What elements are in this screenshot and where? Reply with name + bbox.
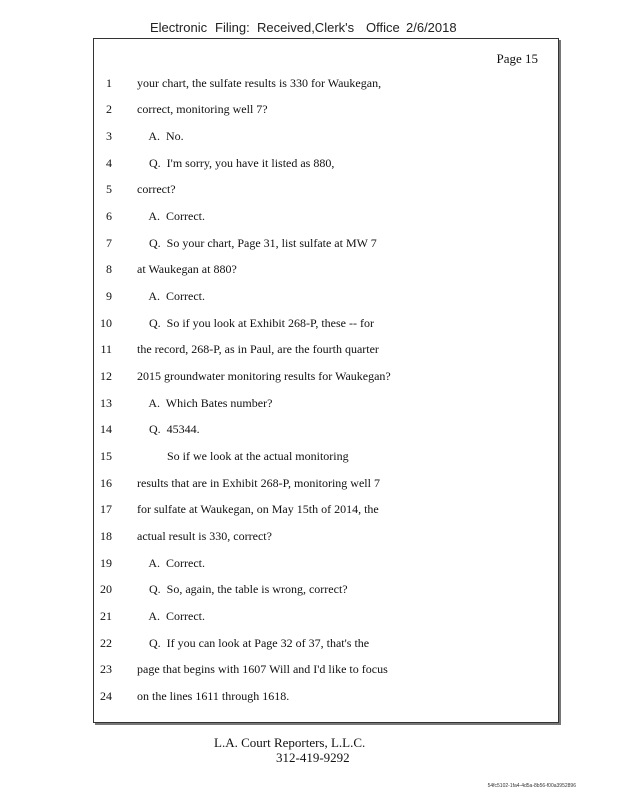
transcript-line [94, 529, 558, 549]
line-text: A. No. [137, 129, 184, 143]
line-text: on the lines 1611 through 1618. [137, 689, 290, 703]
document-hash: 54fc5102-1fa4-4d5a-8b56-f00a3952896 [487, 783, 576, 789]
header-office: Office [366, 20, 400, 35]
court-reporter-phone: 312-419-9292 [276, 750, 350, 765]
line-number: 8 [106, 262, 112, 276]
transcript-line [94, 102, 558, 122]
line-number: 15 [100, 449, 112, 463]
filing-stamp-header [0, 16, 618, 38]
line-number: 2 [106, 102, 112, 116]
line-number: 6 [106, 209, 112, 223]
line-text: the record, 268-P, as in Paul, are the fourth quarter [137, 342, 379, 356]
line-number: 5 [106, 182, 112, 196]
line-text: A. Correct. [137, 209, 205, 223]
line-text: at Waukegan at 880? [137, 262, 237, 276]
line-text: correct, monitoring well 7? [137, 102, 268, 116]
line-number: 12 [100, 369, 112, 383]
line-number: 9 [106, 289, 112, 303]
line-number: 7 [106, 236, 112, 250]
header-electronic: Electronic [150, 20, 208, 35]
line-text: Q. So, again, the table is wrong, correct? [137, 582, 348, 596]
transcript-line [94, 662, 558, 682]
transcript-line [94, 209, 558, 229]
transcript-line [94, 556, 558, 576]
header-date: 2/6/2018 [406, 20, 457, 35]
line-number: 17 [100, 502, 112, 516]
line-number: 1 [106, 76, 112, 90]
transcript-line [94, 76, 558, 96]
line-number: 13 [100, 396, 112, 410]
line-number: 10 [100, 316, 112, 330]
line-text: A. Correct. [137, 609, 205, 623]
transcript-line [94, 689, 558, 709]
line-number: 4 [106, 156, 112, 170]
line-text: Q. So if you look at Exhibit 268-P, these -- for [137, 316, 374, 330]
line-number: 18 [100, 529, 112, 543]
line-number: 24 [100, 689, 112, 703]
line-text: Q. I'm sorry, you have it listed as 880, [137, 156, 335, 170]
line-text: Q. 45344. [137, 422, 200, 436]
transcript-line [94, 369, 558, 389]
page-number: Page 15 [496, 51, 538, 66]
line-text: Q. So your chart, Page 31, list sulfate at MW 7 [137, 236, 377, 250]
line-text: your chart, the sulfate results is 330 for Waukegan, [137, 76, 382, 90]
line-text: for sulfate at Waukegan, on May 15th of 2014, the [137, 502, 379, 516]
transcript-line [94, 396, 558, 416]
transcript-line [94, 582, 558, 602]
header-filing: Filing: [215, 20, 250, 35]
transcript-line [94, 422, 558, 442]
court-reporter-name: L.A. Court Reporters, L.L.C. [214, 735, 366, 750]
line-number: 23 [100, 662, 112, 676]
transcript-line [94, 342, 558, 362]
transcript-line [94, 289, 558, 309]
line-text: A. Which Bates number? [137, 396, 273, 410]
line-text: A. Correct. [137, 556, 205, 570]
line-number: 20 [100, 582, 112, 596]
transcript-line [94, 182, 558, 202]
transcript-line [94, 636, 558, 656]
transcript-line [94, 236, 558, 256]
transcript-line [94, 449, 558, 469]
line-number: 16 [100, 476, 112, 490]
transcript-line [94, 262, 558, 282]
transcript-line [94, 156, 558, 176]
line-text: results that are in Exhibit 268-P, monitoring well 7 [137, 476, 380, 490]
transcript-line [94, 476, 558, 496]
header-received: Received,Clerk's [257, 20, 355, 35]
line-number: 22 [100, 636, 112, 650]
line-text: page that begins with 1607 Will and I'd like to focus [137, 662, 388, 676]
transcript-page-frame [93, 38, 559, 723]
line-text: So if we look at the actual monitoring [137, 449, 349, 463]
line-number: 14 [100, 422, 112, 436]
line-number: 3 [106, 129, 112, 143]
line-number: 21 [100, 609, 112, 623]
line-text: correct? [137, 182, 176, 196]
line-text: A. Correct. [137, 289, 205, 303]
transcript-line [94, 502, 558, 522]
line-text: actual result is 330, correct? [137, 529, 272, 543]
transcript-line [94, 609, 558, 629]
line-text: 2015 groundwater monitoring results for Waukegan? [137, 369, 391, 383]
line-text: Q. If you can look at Page 32 of 37, that's the [137, 636, 370, 650]
transcript-line [94, 316, 558, 336]
transcript-line [94, 129, 558, 149]
line-number: 11 [100, 342, 112, 356]
line-number: 19 [100, 556, 112, 570]
